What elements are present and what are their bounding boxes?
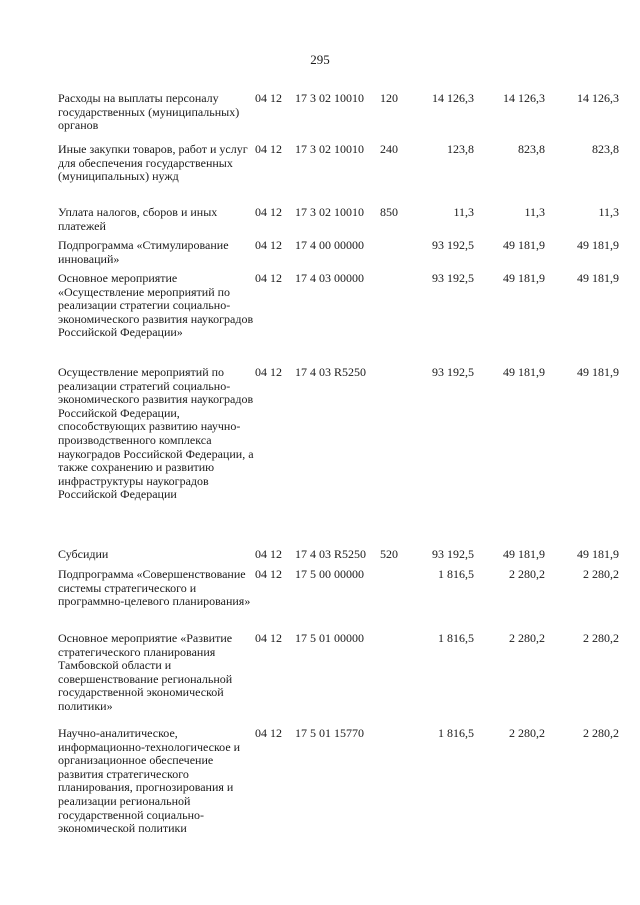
row-name: Основное мероприятие «Осуществление мероприятий по реализации стратегии социально-экономического развития наукоградов Российской Федерации» bbox=[58, 271, 254, 340]
amount-year-1: 93 192,5 bbox=[432, 238, 474, 252]
amount-year-3: 2 280,2 bbox=[583, 567, 619, 581]
target-article-code: 17 5 00 00000 bbox=[295, 567, 364, 581]
row-name: Подпрограмма «Совершенствование системы стратегического и программно-целевого планирования» bbox=[58, 567, 251, 609]
amount-year-1: 93 192,5 bbox=[432, 365, 474, 379]
section-code: 04 12 bbox=[255, 547, 282, 561]
amount-year-1: 123,8 bbox=[447, 142, 474, 156]
expense-type-code: 520 bbox=[380, 547, 398, 561]
section-code: 04 12 bbox=[255, 238, 282, 252]
amount-year-1: 93 192,5 bbox=[432, 547, 474, 561]
target-article-code: 17 4 03 00000 bbox=[295, 271, 364, 285]
target-article-code: 17 3 02 10010 bbox=[295, 142, 364, 156]
amount-year-2: 49 181,9 bbox=[503, 547, 545, 561]
amount-year-2: 823,8 bbox=[518, 142, 545, 156]
amount-year-2: 49 181,9 bbox=[503, 238, 545, 252]
target-article-code: 17 4 03 R5250 bbox=[295, 547, 367, 561]
expense-type-code: 120 bbox=[380, 91, 398, 105]
row-name: Подпрограмма «Стимулирование инноваций» bbox=[58, 238, 229, 266]
section-code: 04 12 bbox=[255, 567, 282, 581]
expense-type-code: 850 bbox=[380, 205, 398, 219]
amount-year-1: 1 816,5 bbox=[438, 631, 474, 645]
section-code: 04 12 bbox=[255, 142, 282, 156]
row-name: Субсидии bbox=[58, 547, 109, 561]
section-code: 04 12 bbox=[255, 726, 282, 740]
amount-year-2: 2 280,2 bbox=[509, 631, 545, 645]
amount-year-1: 1 816,5 bbox=[438, 726, 474, 740]
amount-year-3: 14 126,3 bbox=[577, 91, 619, 105]
section-code: 04 12 bbox=[255, 631, 282, 645]
row-name: Расходы на выплаты персоналу государственных (муниципальных) органов bbox=[58, 91, 240, 133]
target-article-code: 17 3 02 10010 bbox=[295, 205, 364, 219]
row-name: Основное мероприятие «Развитие стратегического планирования Тамбовской области и совершенствование региональной государственной экономической политики» bbox=[58, 631, 233, 713]
section-code: 04 12 bbox=[255, 365, 282, 379]
section-code: 04 12 bbox=[255, 205, 282, 219]
amount-year-2: 2 280,2 bbox=[509, 567, 545, 581]
amount-year-1: 11,3 bbox=[453, 205, 474, 219]
target-article-code: 17 4 03 R5250 bbox=[295, 365, 367, 379]
amount-year-2: 14 126,3 bbox=[503, 91, 545, 105]
row-name: Научно-аналитическое, информационно-технологическое и организационное обеспечение развития стратегического планирования, прогнозирования и реализации региональной государственной социально-экономической политики bbox=[58, 726, 241, 836]
amount-year-2: 11,3 bbox=[524, 205, 545, 219]
section-code: 04 12 bbox=[255, 271, 282, 285]
amount-year-2: 49 181,9 bbox=[503, 271, 545, 285]
amount-year-3: 2 280,2 bbox=[583, 726, 619, 740]
amount-year-3: 823,8 bbox=[592, 142, 619, 156]
target-article-code: 17 3 02 10010 bbox=[295, 91, 364, 105]
row-name: Уплата налогов, сборов и иных платежей bbox=[58, 205, 218, 233]
amount-year-2: 49 181,9 bbox=[503, 365, 545, 379]
amount-year-1: 1 816,5 bbox=[438, 567, 474, 581]
target-article-code: 17 4 00 00000 bbox=[295, 238, 364, 252]
expense-type-code: 240 bbox=[380, 142, 398, 156]
amount-year-2: 2 280,2 bbox=[509, 726, 545, 740]
amount-year-3: 49 181,9 bbox=[577, 547, 619, 561]
amount-year-3: 2 280,2 bbox=[583, 631, 619, 645]
row-name: Осуществление мероприятий по реализации стратегий социально-экономического развития наукоградов Российской Федерации, способствующих развитию научно-производственного комплекса наукоградов Российской Федерации, а также сохранению и развитию инфраструктуры наукоградов Российской Федерации bbox=[58, 365, 254, 502]
amount-year-3: 11,3 bbox=[598, 205, 619, 219]
section-code: 04 12 bbox=[255, 91, 282, 105]
row-name: Иные закупки товаров, работ и услуг для обеспечения государственных (муниципальных) нужд bbox=[58, 142, 248, 184]
amount-year-1: 14 126,3 bbox=[432, 91, 474, 105]
amount-year-3: 49 181,9 bbox=[577, 365, 619, 379]
amount-year-3: 49 181,9 bbox=[577, 271, 619, 285]
target-article-code: 17 5 01 00000 bbox=[295, 631, 364, 645]
amount-year-3: 49 181,9 bbox=[577, 238, 619, 252]
target-article-code: 17 5 01 15770 bbox=[295, 726, 364, 740]
page-number: 295 bbox=[310, 52, 330, 67]
amount-year-1: 93 192,5 bbox=[432, 271, 474, 285]
